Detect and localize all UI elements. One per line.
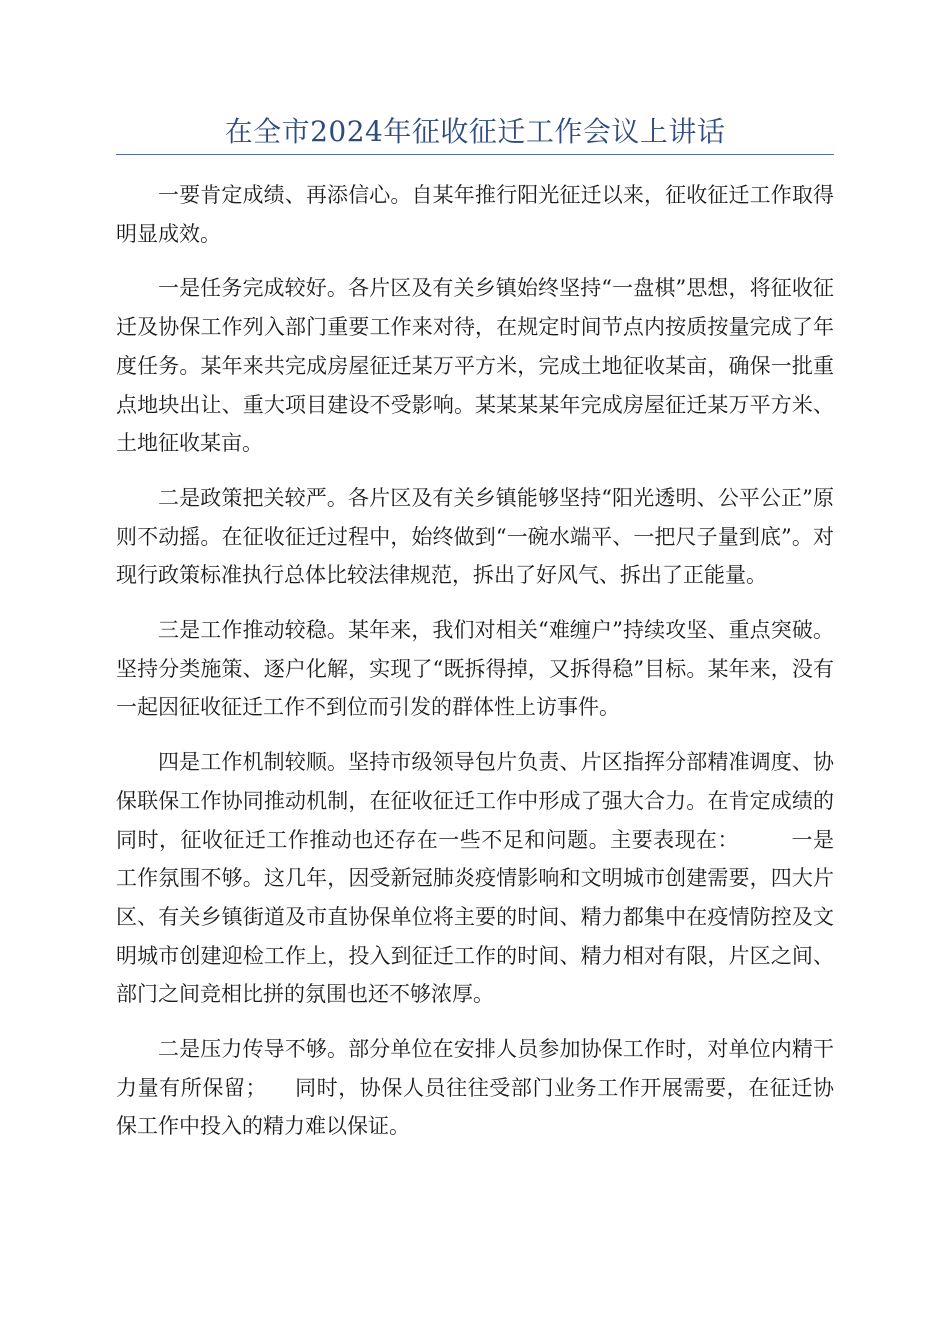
paragraph-intro: 一要肯定成绩、再添信心。自某年推行阳光征迁以来，征收征迁工作取得明显成效。 xyxy=(116,183,834,246)
paragraph-mechanism-part-b: 一是工作氛围不够。这几年，因受新冠肺炎疫情影响和文明城市创建需要，四大片区、有关乡镇街道及市直协保单位将主要的时间、精力都集中在疫情防控及文明城市创建迎检工作上，投入到征迁工作的时间、精力相对有限，片区之间、部门之间竞相比拼的氛围也还不够浓厚。 xyxy=(116,827,834,1007)
paragraph-work-progress: 三是工作推动较稳。某年来，我们对相关“难缠户”持续攻坚、重点突破。坚持分类施策、逐户化解，实现了“既拆得掉，又拆得稳”目标。某年来，没有一起因征收征迁工作不到位而引发的群体性上访事件。 xyxy=(116,618,834,720)
paragraph-pressure xyxy=(116,1030,834,1146)
paragraph-mechanism-part-a: 四是工作机制较顺。坚持市级领导包片负责、片区指挥分部精准调度、协保联保工作协同推动机制，在征收征迁工作中形成了强大合力。在肯定成绩的同时，征收征迁工作推动也还存在一些不足和问题。主要表现在： xyxy=(116,750,834,852)
paragraph-work-mechanism xyxy=(116,743,834,1014)
paragraph-pressure-part-a: 二是压力传导不够。部分单位在安排人员参加协保工作时，对单位内精干力量有所保留； xyxy=(116,1037,834,1100)
document-body xyxy=(116,176,834,1162)
paragraph-pressure-part-b: 同时，协保人员往往受部门业务工作开展需要，在征迁协保工作中投入的精力难以保证。 xyxy=(116,1075,834,1139)
title-underline xyxy=(116,154,834,155)
paragraph-task-completion: 一是任务完成较好。各片区及有关乡镇始终坚持“一盘棋”思想，将征收征迁及协保工作列入部门重要工作来对待，在规定时间节点内按质按量完成了年度任务。某年来共完成房屋征迁某万平方米，完成土地征收某亩，确保一批重点地块出让、重大项目建设不受影响。某某某某年完成房屋征迁某万平方米、土地征收某亩。 xyxy=(116,276,834,456)
document-title: 在全市2024年征收征迁工作会议上讲话 xyxy=(224,115,726,148)
paragraph-policy: 二是政策把关较严。各片区及有关乡镇能够坚持“阳光透明、公平公正”原则不动摇。在征收征迁过程中，始终做到“一碗水端平、一把尺子量到底”。对现行政策标准执行总体比较法律规范，拆出了好风气、拆出了正能量。 xyxy=(116,485,834,588)
